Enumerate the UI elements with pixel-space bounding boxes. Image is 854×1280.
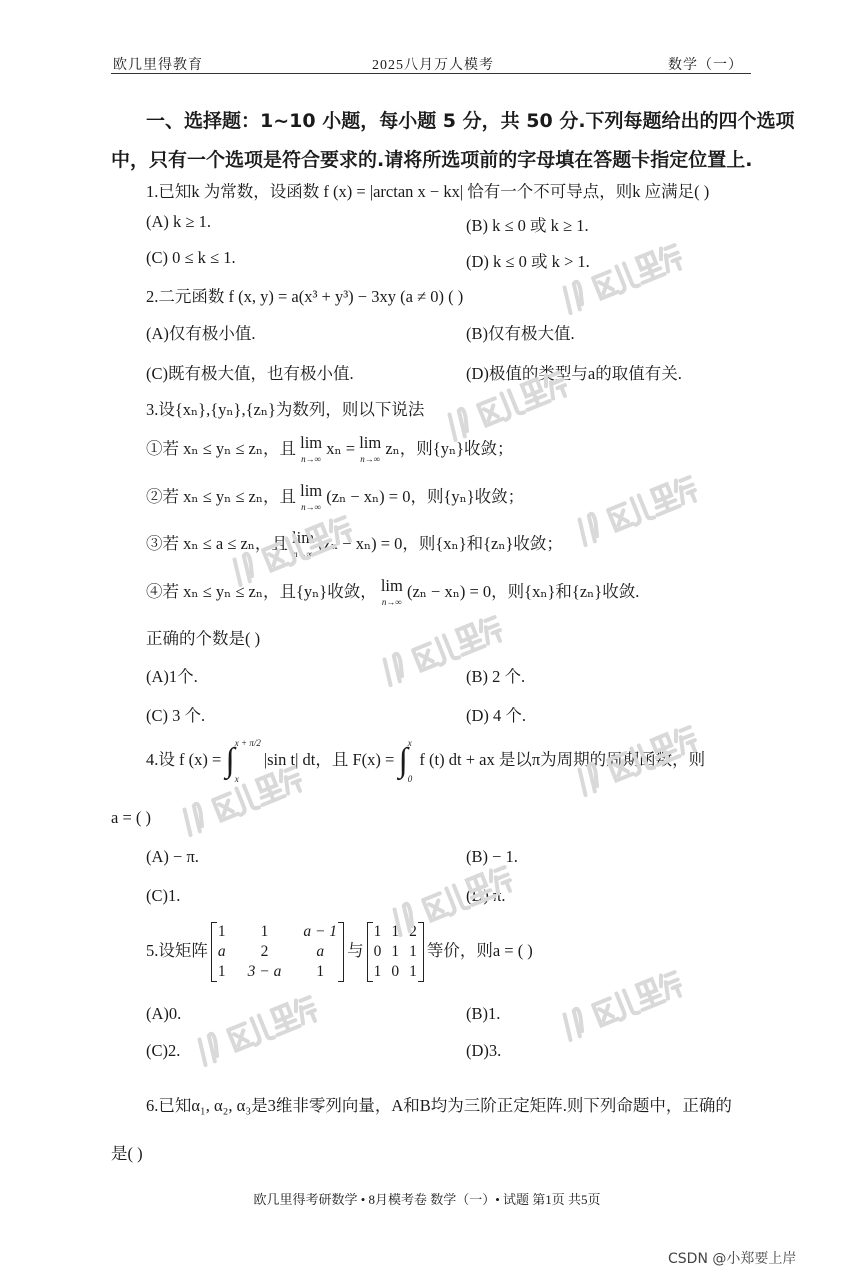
text: f (t) dt + ax 是以π为周期的周期函数，则 — [415, 749, 706, 769]
watermark-logo-icon — [552, 962, 688, 1048]
matrix-cell: a − 1 — [303, 923, 338, 940]
text: (zₙ − xₙ) = 0，则{yₙ}收敛； — [322, 487, 525, 506]
q3-stem: 3.设{xₙ},{yₙ},{zₙ}为数列，则以下说法 — [146, 400, 425, 419]
q3-statement-2 — [146, 483, 524, 512]
q5-stem — [146, 922, 533, 982]
text: ②若 xₙ ≤ yₙ ≤ zₙ，且 — [146, 487, 301, 506]
q5-option-b: (B)1. — [466, 1004, 501, 1023]
watermark-logo — [567, 467, 703, 553]
text: |sin t| dt，且 F(x) = — [263, 749, 399, 769]
q2-stem: 2.二元函数 f (x, y) = a(x³ + y³) − 3xy (a ≠ 0) ( ) — [146, 287, 464, 306]
watermark-logo — [552, 962, 688, 1048]
section-heading-1: 一、选择题：1~10 小题，每小题 5 分，共 50 分.下列每题给出的四个选项 — [146, 110, 795, 132]
matrix-cell: 1 — [409, 963, 417, 980]
matrix-cell: 1 — [373, 963, 382, 980]
q6-stem-cont: 是( ) — [111, 1144, 143, 1163]
text: ③若 xₙ ≤ a ≤ zₙ，且 — [146, 534, 293, 553]
q3-statement-1 — [146, 435, 514, 464]
q4-option-c: (C)1. — [146, 886, 181, 905]
q2-option-d: (D)极值的类型与a的取值有关. — [466, 364, 682, 383]
matrix-cell: a — [316, 943, 325, 960]
limit: lim n→∞ — [380, 576, 403, 607]
limit: lim n→∞ — [300, 481, 323, 512]
text: 5.设矩阵 — [146, 940, 208, 960]
q5-option-c: (C)2. — [146, 1041, 181, 1060]
limit: lim n→∞ — [359, 433, 382, 464]
q4-option-b: (B) − 1. — [466, 847, 518, 866]
text: ④若 xₙ ≤ yₙ ≤ zₙ，且{yₙ}收敛， — [146, 582, 381, 601]
q3-option-c: (C) 3 个. — [146, 706, 206, 725]
q4-option-d: (D) π. — [466, 886, 506, 905]
integral: ∫ x + π/2 x — [225, 738, 261, 784]
q3-statement-4 — [146, 578, 639, 607]
csdn-watermark: CSDN @小郑要上岸 — [668, 1251, 797, 1267]
matrix-cell: 1 — [316, 963, 325, 980]
section-heading-2: 中，只有一个选项是符合要求的.请将所选项前的字母填在答题卡指定位置上. — [111, 149, 753, 171]
matrix-cell: 1 — [391, 943, 400, 960]
header-left: 欧几里得教育 — [113, 58, 203, 73]
q3-option-d: (D) 4 个. — [466, 706, 527, 725]
header-rule — [111, 73, 751, 74]
q1-option-c: (C) 0 ≤ k ≤ 1. — [146, 248, 236, 267]
q2-option-a: (A)仅有极小值. — [146, 324, 256, 343]
q3-option-b: (B) 2 个. — [466, 667, 526, 686]
header-center: 2025八月万人模考 — [372, 58, 494, 73]
q4-stem — [146, 738, 705, 784]
page-footer: 欧几里得考研数学 • 8月模考卷 数学（一）• 试题 第1页 共5页 — [253, 1192, 601, 1207]
q2-option-c: (C)既有极大值，也有极小值. — [146, 364, 354, 383]
q4-stem-cont: a = ( ) — [111, 808, 151, 827]
matrix-cell: 1 — [260, 923, 269, 940]
watermark-logo — [187, 987, 323, 1073]
matrix-cell: 1 — [391, 923, 400, 940]
q5-option-a: (A)0. — [146, 1004, 182, 1023]
watermark-logo-icon — [187, 987, 323, 1073]
q5-option-d: (D)3. — [466, 1041, 502, 1060]
limit: lim n→∞ — [300, 433, 323, 464]
matrix-cell: 0 — [391, 963, 400, 980]
matrix-cell: 0 — [373, 943, 382, 960]
text: 与 — [347, 940, 364, 960]
q6-stem: 6.已知α₁, α₂, α₃是3维非零列向量，A和B均为三阶正定矩阵.则下列命题中，正确的 — [146, 1096, 732, 1115]
matrix-cell: 1 — [409, 943, 417, 960]
integral: ∫ x 0 — [398, 738, 413, 784]
text: zₙ，则{yₙ}收敛； — [381, 439, 514, 458]
matrix-cell: 1 — [373, 923, 382, 940]
q1-stem: 1.已知k 为常数，设函数 f (x) = |arctan x − kx| 恰有一个不可导点，则k 应满足( ) — [146, 182, 710, 201]
text: (zₙ − xₙ) = 0，则{xₙ}和{zₙ}收敛. — [402, 582, 640, 601]
matrix-b — [367, 922, 424, 982]
header-right: 数学（一） — [668, 58, 743, 73]
q4-option-a: (A) − π. — [146, 847, 199, 866]
matrix-cell: 2 — [260, 943, 269, 960]
q3-option-a: (A)1个. — [146, 667, 198, 686]
matrix-cell: a — [217, 943, 226, 960]
matrix-a — [211, 922, 344, 982]
text: ①若 xₙ ≤ yₙ ≤ zₙ，且 — [146, 439, 301, 458]
q1-option-b: (B) k ≤ 0 或 k ≥ 1. — [466, 216, 589, 235]
q2-option-b: (B)仅有极大值. — [466, 324, 575, 343]
q1-option-d: (D) k ≤ 0 或 k > 1. — [466, 252, 590, 271]
limit: lim n→∞ — [292, 528, 315, 559]
watermark-logo-icon — [567, 467, 703, 553]
text: xₙ = — [322, 439, 360, 458]
text: (zₙ − xₙ) = 0，则{xₙ}和{zₙ}收敛； — [314, 534, 563, 553]
text: 等价，则a = ( ) — [426, 940, 533, 960]
q3-statement-3 — [146, 530, 563, 559]
matrix-cell: 3 − a — [247, 963, 282, 980]
text: 4.设 f (x) = — [146, 749, 226, 769]
matrix-cell: 2 — [409, 923, 417, 940]
q1-option-a: (A) k ≥ 1. — [146, 212, 211, 231]
matrix-cell: 1 — [217, 923, 226, 940]
q3-ask: 正确的个数是( ) — [146, 629, 261, 648]
matrix-cell: 1 — [217, 963, 226, 980]
